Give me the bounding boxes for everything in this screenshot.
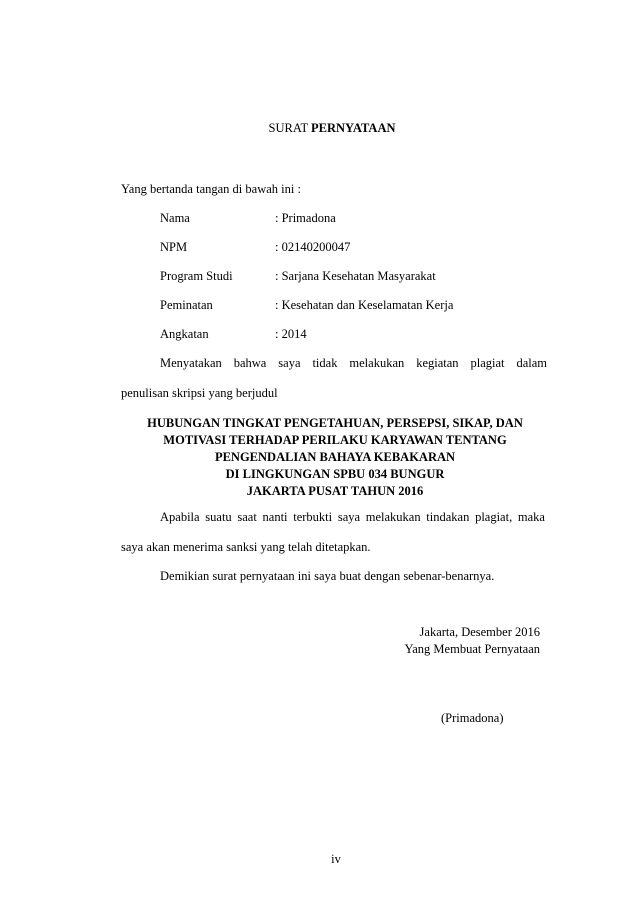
thesis-title-line-4: DI LINGKUNGAN SPBU 034 BUNGUR: [225, 467, 445, 481]
statement-line-1: Menyatakan bahwa saya tidak melakukan kegiatan plagiat dalam: [160, 356, 547, 370]
field-label: Angkatan: [160, 327, 209, 341]
field-value: : 2014: [275, 327, 307, 341]
field-label: Peminatan: [160, 298, 213, 312]
sanction-line-2: saya akan menerima sanksi yang telah ditetapkan.: [121, 540, 371, 554]
statement-line-2: penulisan skripsi yang berjudul: [121, 386, 278, 400]
thesis-title-line-3: PENGENDALIAN BAHAYA KEBAKARAN: [214, 450, 456, 464]
sanction-line-1: Apabila suatu saat nanti terbukti saya melakukan tindakan plagiat, maka: [160, 510, 545, 524]
document-title: SURAT PERNYATAAN: [268, 121, 396, 135]
intro-text: Yang bertanda tangan di bawah ini :: [121, 182, 301, 196]
signature-block: [0, 624, 540, 658]
field-label: NPM: [160, 240, 188, 254]
field-value: : Kesehatan dan Keselamatan Kerja: [275, 298, 454, 312]
page-number: iv: [331, 852, 341, 866]
thesis-title-line-5: JAKARTA PUSAT TAHUN 2016: [246, 484, 424, 498]
thesis-title-line-2: MOTIVASI TERHADAP PERILAKU KARYAWAN TENTANG: [163, 433, 507, 447]
signer-name: (Primadona): [441, 711, 504, 725]
field-value: : Sarjana Kesehatan Masyarakat: [275, 269, 436, 283]
closing-statement: Demikian surat pernyataan ini saya buat dengan sebenar-benarnya.: [160, 569, 495, 583]
field-label: Nama: [160, 211, 190, 225]
field-label: Program Studi: [160, 269, 233, 283]
field-value: : Primadona: [275, 211, 336, 225]
place-date: Jakarta, Desember 2016: [419, 625, 540, 639]
thesis-title-line-1: HUBUNGAN TINGKAT PENGETAHUAN, PERSEPSI, SIKAP, DAN: [147, 416, 523, 430]
field-value: : 02140200047: [275, 240, 351, 254]
signer-role: Yang Membuat Pernyataan: [404, 642, 540, 656]
